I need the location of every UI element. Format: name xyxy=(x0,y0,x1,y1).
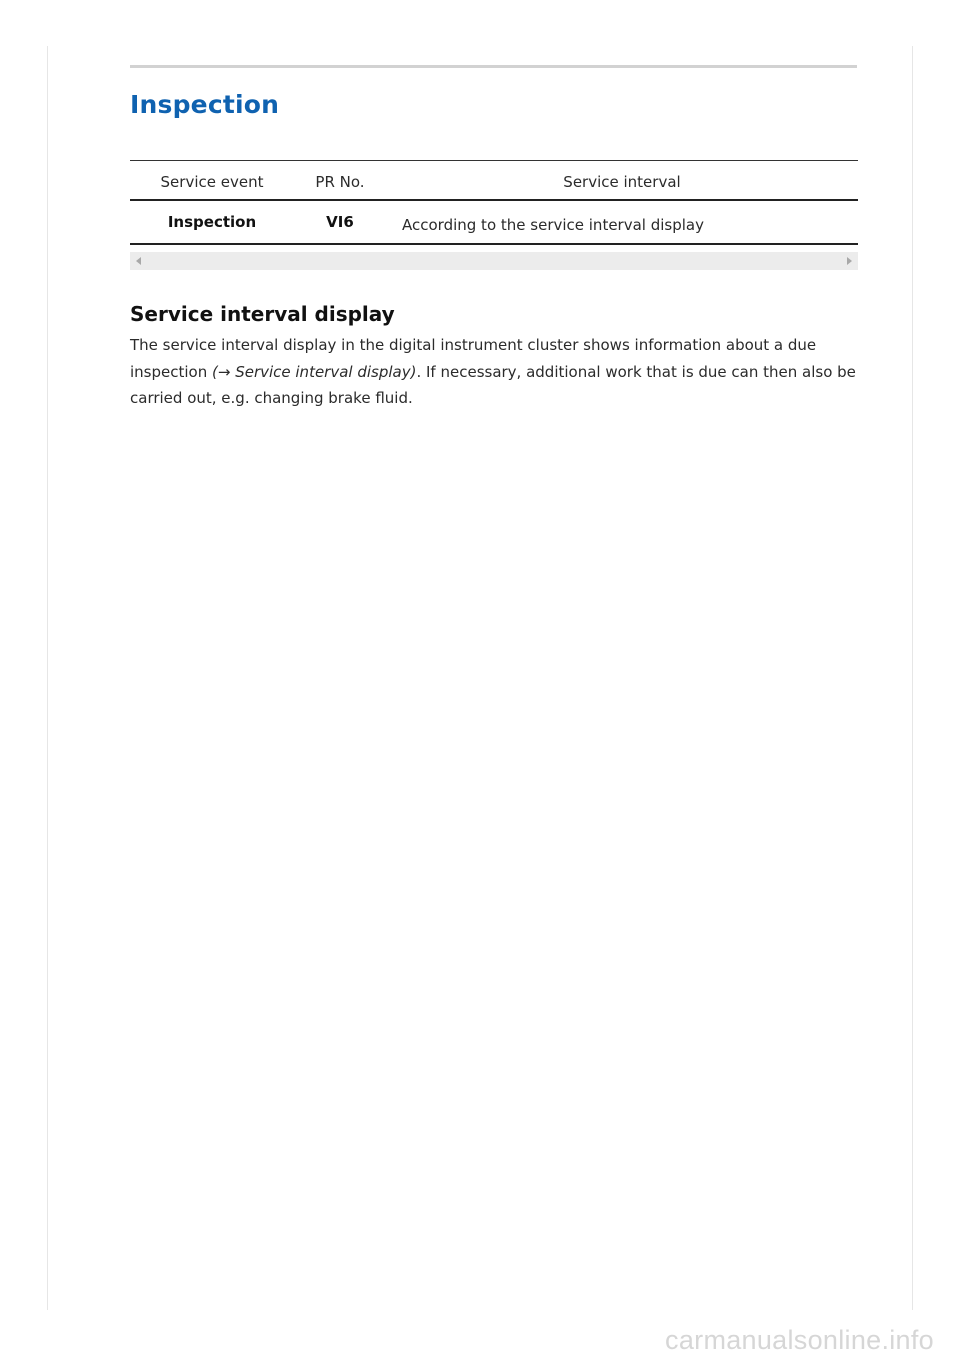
paragraph-text-start: The service interval display in the digital instrument cluster shows information about a due inspection xyxy=(130,336,817,381)
service-table xyxy=(130,160,858,245)
left-margin-line xyxy=(47,46,48,1310)
table-bottom-rule xyxy=(130,243,858,245)
right-margin-line xyxy=(912,46,913,1310)
service-interval-display-link[interactable]: (→ Service interval display) xyxy=(212,362,417,381)
header-pr-no: PR No. xyxy=(315,173,365,191)
cell-service-event: Inspection xyxy=(167,213,257,231)
page-title: Inspection xyxy=(130,90,280,119)
paragraph-text-end: . If necessary, additional work that is due can then also be carried out, e.g. changing brake fluid. xyxy=(130,362,856,407)
header-service-interval: Service interval xyxy=(563,173,681,191)
top-divider xyxy=(130,65,857,68)
cell-pr-no: VI6 xyxy=(326,213,354,231)
section-paragraph xyxy=(130,332,858,412)
table-row xyxy=(130,201,858,243)
section-title: Service interval display xyxy=(130,302,395,326)
horizontal-scrollbar[interactable] xyxy=(130,252,858,270)
watermark: carmanualsonline.info xyxy=(665,1325,934,1355)
header-service-event: Service event xyxy=(160,173,264,191)
arrow-right-icon[interactable] xyxy=(847,257,852,265)
cell-service-interval: According to the service interval display xyxy=(402,216,704,234)
table-header-row xyxy=(130,161,858,199)
arrow-left-icon[interactable] xyxy=(136,257,141,265)
